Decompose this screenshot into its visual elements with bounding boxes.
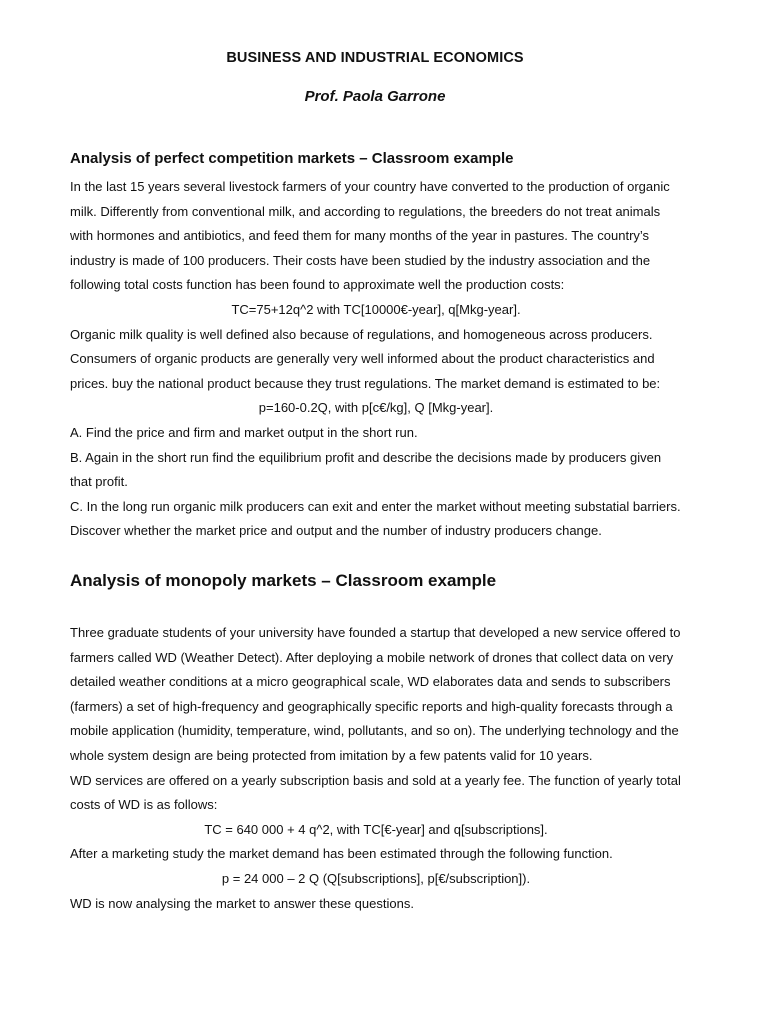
paragraph-closing: WD is now analysing the market to answer these questions. (70, 895, 414, 911)
section-heading-monopoly: Analysis of monopoly markets – Classroom example (70, 571, 497, 590)
document-author: Prof. Paola Garrone (304, 88, 446, 105)
section-body-perfect-competition (70, 175, 682, 544)
equation-demand-function: p=160-0.2Q, with p[c€/kg], Q [Mkg-year]. (258, 400, 494, 416)
paragraph-intro: In the last 15 years several livestock farmers of your country have converted to the production of organic milk. Differently from conventional milk, and according to regulations, the breeders do not treat animals with hormones and antibiotics, and feed them for many months of the year in pastures. The country’s industry is made of 100 producers. Their costs have been studied by the industry association and the following total costs function has been found to approximate well the production costs: (70, 179, 670, 293)
paragraph-services: WD services are offered on a yearly subscription basis and sold at a yearly fee. The function of yearly total costs of WD is as follows: (70, 772, 681, 813)
section-heading-perfect-competition: Analysis of perfect competition markets – Classroom example (70, 150, 514, 167)
paragraph-startup: Three graduate students of your university have founded a startup that developed a new service offered to farmers called WD (Weather Detect). After deploying a mobile network of drones that collect data on very detailed weather conditions at a micro geographical scale, WD elaborates data and sends to subscribers (farmers) a set of high-frequency and geographically specific reports and high-quality forecasts through a mobile application (humidity, temperature, wind, pollutants, and so on). The underlying technology and the whole system design are being protected from imitation by a few patents valid for 10 years. (70, 625, 681, 763)
question-c: C. In the long run organic milk producers can exit and enter the market without meeting substatial barriers. Discover whether the market price and output and the number of industry producers change. (70, 498, 681, 539)
section-body-monopoly (70, 621, 682, 916)
question-a: A. Find the price and firm and market output in the short run. (70, 424, 418, 440)
paragraph-demand-intro: After a marketing study the market demand has been estimated through the following function. (70, 846, 613, 862)
equation-monopoly-demand: p = 24 000 – 2 Q (Q[subscriptions], p[€/subscription]). (221, 870, 531, 886)
paragraph-market: Organic milk quality is well defined also because of regulations, and homogeneous across producers. Consumers of organic products are generally very well informed about the product characteristics and prices. buy the national product because they trust regulations. The market demand is estimated to be: (70, 326, 661, 391)
document-title: BUSINESS AND INDUSTRIAL ECONOMICS (226, 50, 524, 66)
equation-monopoly-cost: TC = 640 000 + 4 q^2, with TC[€-year] and q[subscriptions]. (204, 821, 548, 837)
question-b: B. Again in the short run find the equilibrium profit and describe the decisions made by producers given that profit. (70, 449, 662, 490)
equation-cost-function: TC=75+12q^2 with TC[10000€-year], q[Mkg-year]. (231, 301, 521, 317)
